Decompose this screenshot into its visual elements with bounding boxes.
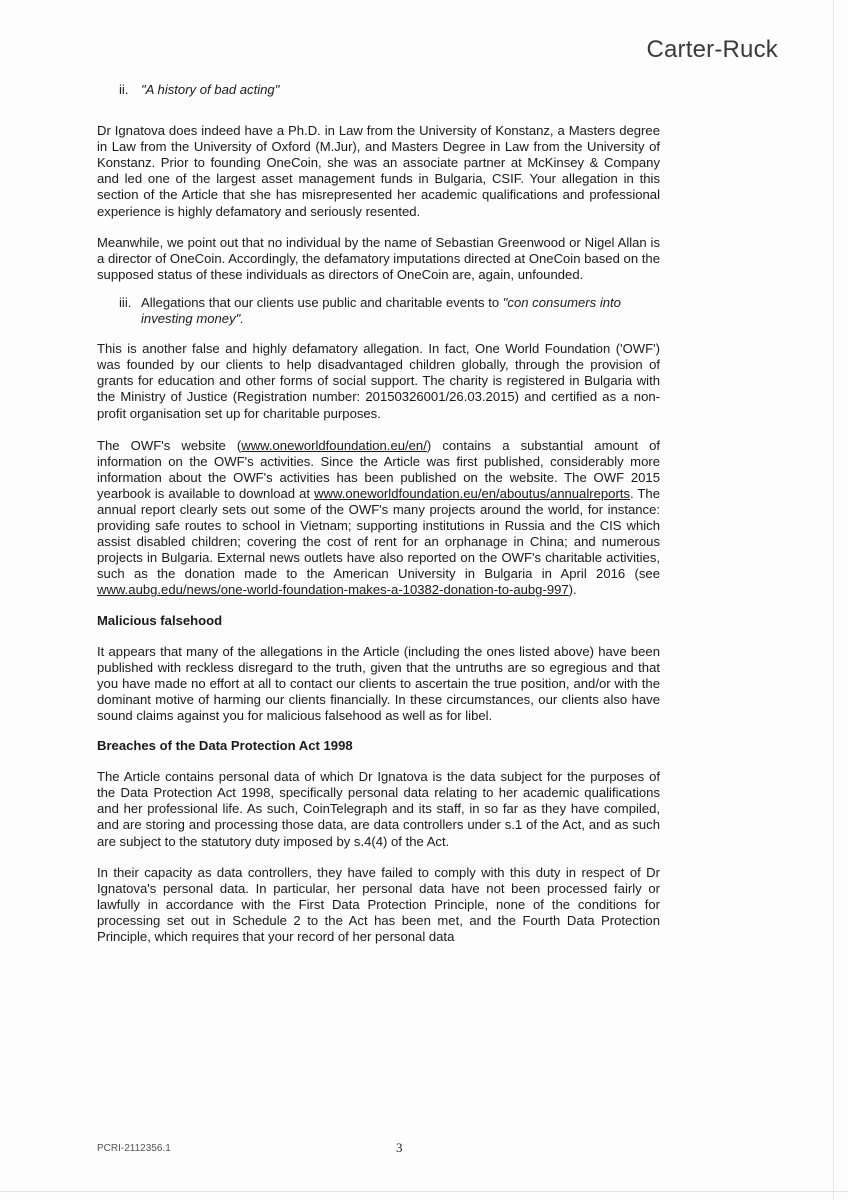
paragraph-malicious-falsehood: It appears that many of the allegations in the Article (including the ones listed above) have been published with reckless disregard to the truth, given that the untruths are so egregious and that you have made no effort at all to contact our clients to ascertain the true position, and/or with the dominant motive of harming our clients financially. In these circumstances, our clients also have sound claims against you for malicious falsehood as well as for libel. xyxy=(97,643,660,723)
heading-data-protection: Breaches of the Data Protection Act 1998 xyxy=(97,738,353,754)
letter-body xyxy=(97,76,660,945)
link-aubg-news[interactable]: www.aubg.edu/news/one-world-foundation-makes-a-10382-donation-to-aubg-997 xyxy=(97,582,569,598)
section-quote: "con consumers into investing money". xyxy=(141,294,621,327)
paragraph-qualifications: Dr Ignatova does indeed have a Ph.D. in Law from the University of Konstanz, a Masters degree in Law from the University of Oxford (M.Jur), and Masters Degree in Law from the University of Konstanz. Prior to founding OneCoin, she was an associate partner at McKinsey & Company and led one of the largest asset management funds in Bulgaria, CSIF. Your allegation in this section of the Article that she has misrepresented her academic qualifications and professional experience is highly defamatory and seriously resented. xyxy=(97,123,660,219)
heading-malicious-falsehood: Malicious falsehood xyxy=(97,612,223,628)
text-span: . The annual report clearly sets out some of the OWF's many projects around the world, for instance: providing safe routes to school in Vietnam; supporting institutions in Russia and the CIS which assist disabled children; covering the cost of rent for an orphanage in China; and numerous projects in Bulgaria. External news outlets have also reported on the OWF's charitable activities, such as the donation made to the American University in Bulgaria in April 2016 (see xyxy=(97,485,660,582)
paragraph-data-controllers: The Article contains personal data of which Dr Ignatova is the data subject for the purposes of the Data Protection Act 1998, specifically personal data relating to her academic qualifications and her professional life. As such, CoinTelegraph and its staff, in so far as they have compiled, and are storing and processing those data, are data controllers under s.1 of the Act, and as such are subject to the statutory duty imposed by s.4(4) of the Act. xyxy=(97,769,660,849)
section-text: Allegations that our clients use public and charitable events to xyxy=(141,294,503,310)
page-edge-bottom xyxy=(0,1191,848,1192)
text-span: The OWF's website ( xyxy=(97,437,242,453)
page-edge-right xyxy=(833,0,834,1200)
link-owf-website[interactable]: www.oneworldfoundation.eu/en/ xyxy=(241,437,427,453)
link-annual-reports[interactable]: www.oneworldfoundation.eu/en/aboutus/annualreports xyxy=(314,485,630,501)
section-ii-heading xyxy=(119,82,660,98)
text-span: ). xyxy=(568,582,577,598)
paragraph-owf: This is another false and highly defamatory allegation. In fact, One World Foundation ('OWF') was founded by our clients to help disadvantaged children globally, through the provision of grants for education and other forms of social support. The charity is registered in Bulgaria with the Ministry of Justice (Registration number: 20150326001/26.03.2015) and certified as a non-profit organisation set up for charitable purposes. xyxy=(97,341,660,421)
paragraph-data-breach: In their capacity as data controllers, they have failed to comply with this duty in respect of Dr Ignatova's personal data. In particular, her personal data have not been processed fairly or lawfully in accordance with the First Data Protection Principle, none of the conditions for processing set out in Schedule 2 to the Act has been met, and the Fourth Data Protection Principle, which requires that your record of her personal data xyxy=(97,864,660,945)
section-number: iii. xyxy=(119,294,132,310)
paragraph-owf-website xyxy=(97,438,660,599)
section-title: "A history of bad acting" xyxy=(141,82,280,97)
section-number: ii. xyxy=(119,82,129,97)
document-reference: PCRI-2112356.1 xyxy=(97,1143,171,1154)
text-span: ) contains a substantial amount of information on the OWF's activities. Since the Article was first published, considerably more information about the OWF's activities has been published on the website. The OWF 2015 yearbook is available to download at xyxy=(97,437,660,501)
section-iii-heading xyxy=(119,295,660,327)
firm-logo: Carter-Ruck xyxy=(646,36,778,63)
page-number: 3 xyxy=(396,1140,403,1155)
paragraph-directors: Meanwhile, we point out that no individual by the name of Sebastian Greenwood or Nigel Allan is a director of OneCoin. Accordingly, the defamatory imputations directed at OneCoin based on the supposed status of these individuals as directors of OneCoin are, again, unfounded. xyxy=(97,234,660,282)
